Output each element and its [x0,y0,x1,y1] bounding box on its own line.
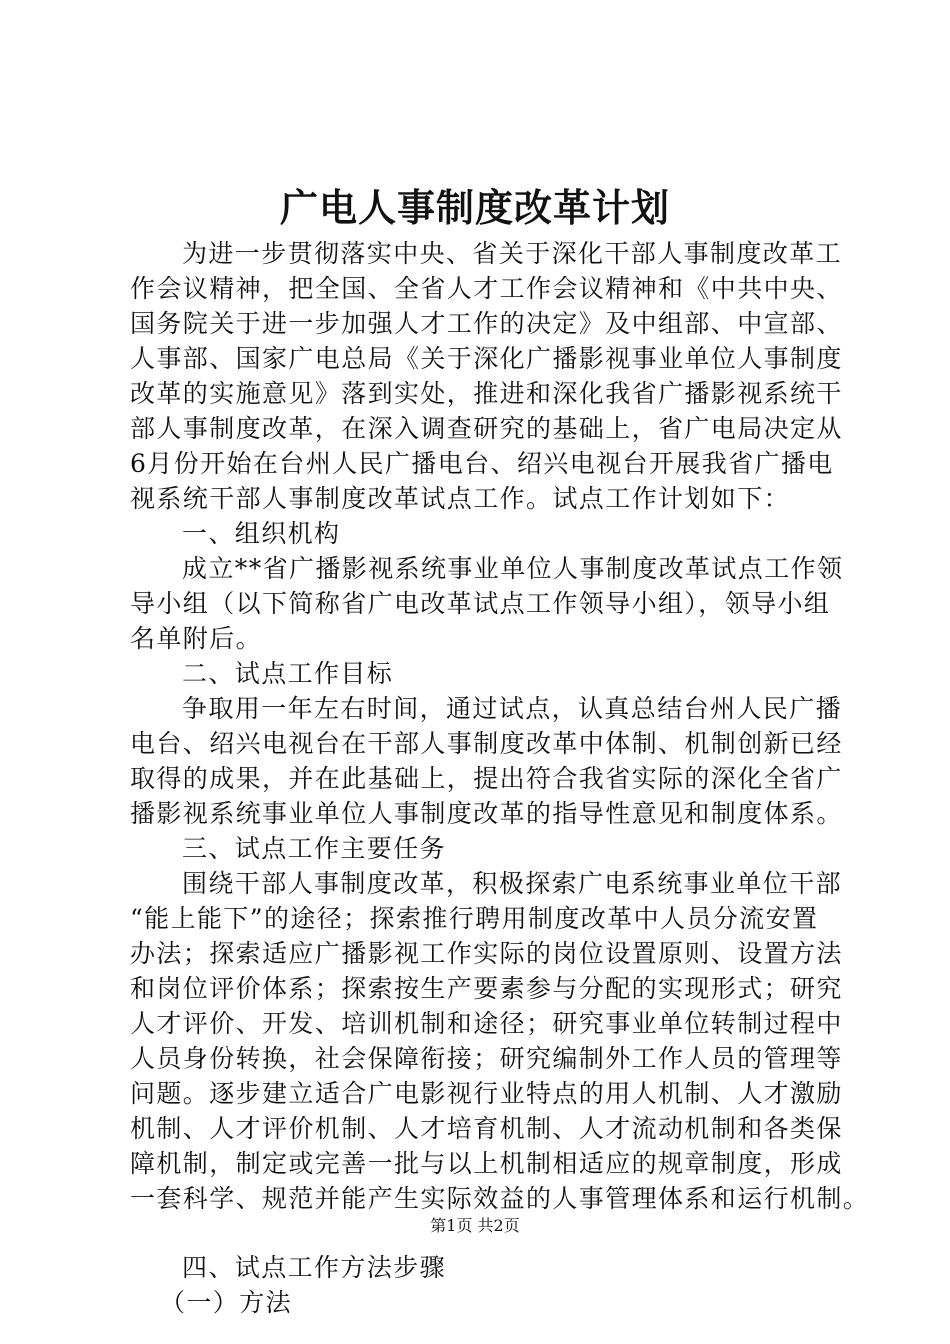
paragraph-line: 视系统干部人事制度改革试点工作。试点工作计划如下： [130,484,791,513]
paragraph-line: 人事部、国家广电总局《关于深化广播影视事业单位人事制度 [130,344,843,373]
paragraph-line: 和岗位评价体系；探索按生产要素参与分配的实现形式；研究 [130,974,843,1003]
section-heading-3: 三、试点工作主要任务 [182,834,447,863]
paragraph-line: 争取用一年左右时间，通过试点，认真总结台州人民广播 [182,694,843,723]
intro-paragraph [130,236,843,516]
section-heading-4: 四、试点工作方法步骤 [182,1253,447,1282]
paragraph-line: 改革的实施意见》落到实处，推进和深化我省广播影视系统干 [130,379,843,408]
paragraph-line: 国务院关于进一步加强人才工作的决定》及中组部、中宣部、 [130,309,843,338]
document-body [130,236,870,1320]
paragraph-line: 围绕干部人事制度改革，积极探索广电系统事业单位干部 [182,869,843,898]
paragraph-line: 成立**省广播影视系统事业单位人事制度改革试点工作领 [182,554,844,583]
page-number-footer: 第1页 共2页 [430,1216,520,1235]
paragraph-line: 办法；探索适应广播影视工作实际的岗位设置原则、设置方法 [130,939,843,968]
paragraph-line: “能上能下”的途径；探索推行聘用制度改革中人员分流安置 [130,904,819,933]
section-1-paragraph [130,551,844,656]
paragraph-line: 障机制，制定或完善一批与以上机制相适应的规章制度，形成 [130,1149,843,1178]
paragraph-line: 为进一步贯彻落实中央、省关于深化干部人事制度改革工 [182,239,843,268]
paragraph-line: 名单附后。 [130,624,263,653]
paragraph-line: 部人事制度改革，在深入调查研究的基础上，省广电局决定从 [130,414,843,443]
paragraph-line: 机制、人才评价机制、人才培育机制、人才流动机制和各类保 [130,1114,843,1143]
document-title: 广电人事制度改革计划 [279,185,670,230]
paragraph-line: 问题。逐步建立适合广电影视行业特点的用人机制、人才激励 [130,1079,843,1108]
section-3-paragraph [130,866,870,1216]
paragraph-line: 导小组（以下简称省广电改革试点工作领导小组），领导小组 [130,589,831,618]
paragraph-line: 电台、绍兴电视台在干部人事制度改革中体制、机制创新已经 [130,729,843,758]
paragraph-line: 人员身份转换，社会保障衔接；研究编制外工作人员的管理等 [130,1044,843,1073]
paragraph-line: 播影视系统事业单位人事制度改革的指导性意见和制度体系。 [130,799,843,828]
paragraph-line: 人才评价、开发、培训机制和途径；研究事业单位转制过程中 [130,1009,843,1038]
paragraph-line: 作会议精神，把全国、全省人才工作会议精神和《中共中央、 [130,274,843,303]
sub-heading-method: （一）方法 [160,1288,293,1317]
paragraph-line: 一套科学、规范并能产生实际效益的人事管理体系和运行机制。 [130,1184,870,1213]
paragraph-line: 6月份开始在台州人民广播电台、绍兴电视台开展我省广播电 [130,449,834,478]
section-heading-2: 二、试点工作目标 [182,659,394,688]
section-heading-1: 一、组织机构 [182,519,341,548]
section-2-paragraph [130,691,843,831]
paragraph-line: 取得的成果，并在此基础上，提出符合我省实际的深化全省广 [130,764,843,793]
